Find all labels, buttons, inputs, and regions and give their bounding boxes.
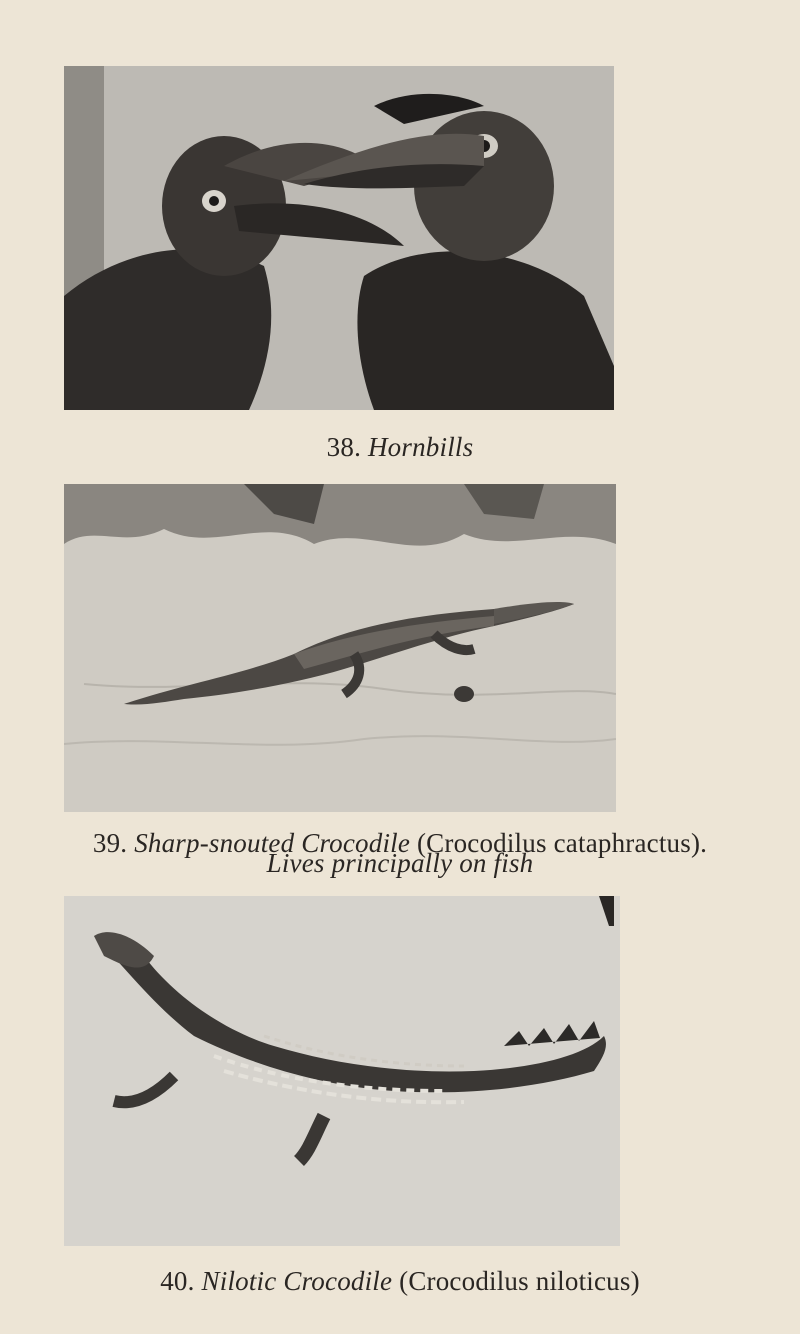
plate-39-number: 39. [92, 828, 128, 858]
sharp-snouted-crocodile-photo [64, 484, 616, 812]
plate-39-scientific-name: (Crocodilus cataphractus). [416, 828, 708, 858]
plate-40-number: 40. [160, 1266, 195, 1296]
plate-40-scientific-name: (Crocodilus niloticus) [399, 1266, 640, 1296]
plate-40-common-name: Nilotic Crocodile [201, 1266, 393, 1296]
plate-38-caption [0, 432, 800, 462]
plate-39-note-text: Lives principally on fish [266, 848, 534, 878]
plate-39-note [0, 848, 800, 878]
hornbill-pair-photo [64, 66, 614, 410]
nilotic-crocodile-photo [64, 896, 620, 1246]
plate-39-common-name: Sharp-snouted Crocodile [134, 828, 411, 858]
plate-40-caption [0, 1266, 800, 1296]
plate-38-number: 38. [326, 432, 362, 462]
plate-38-common-name: Hornbills [367, 432, 474, 462]
